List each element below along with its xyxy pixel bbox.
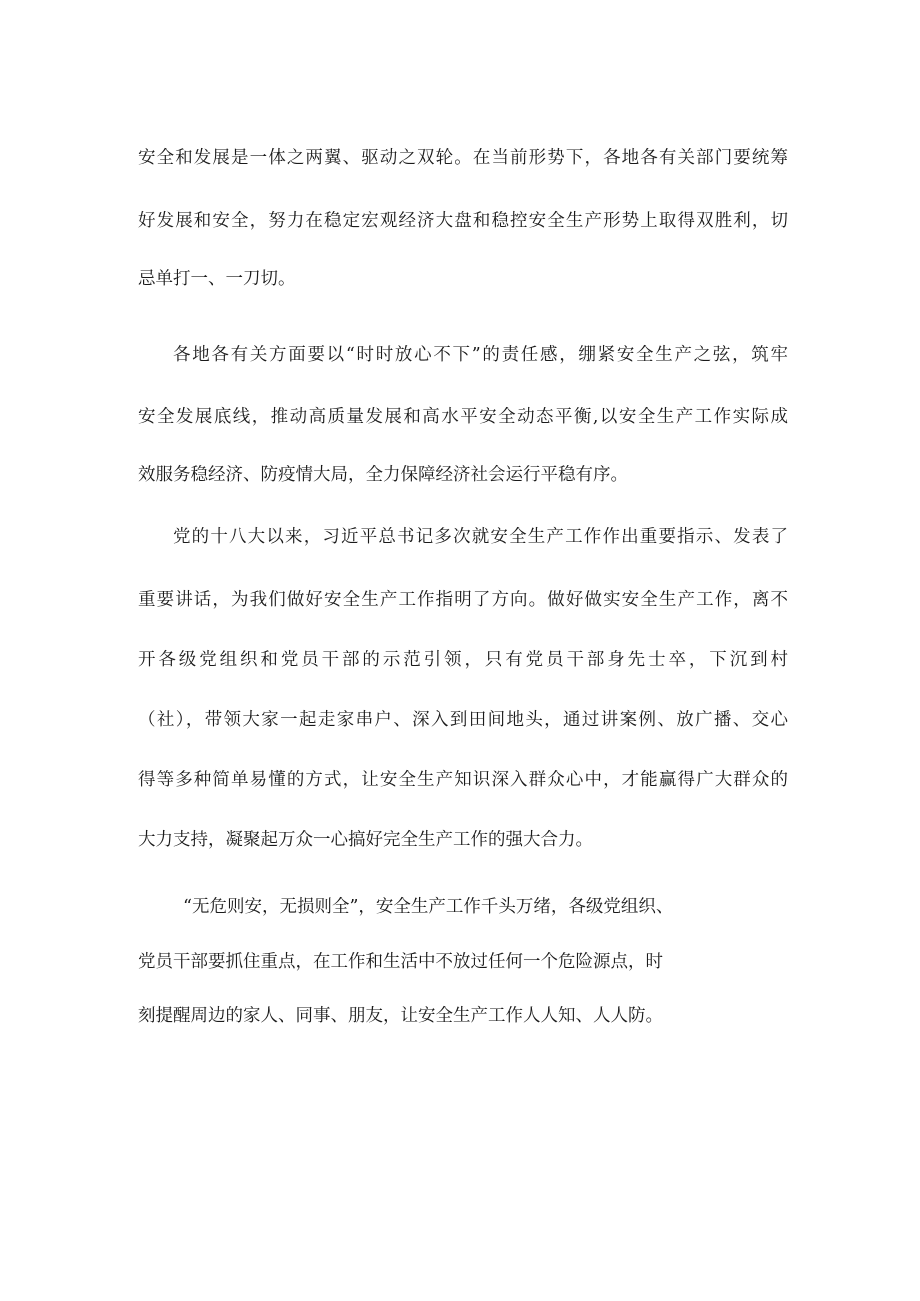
paragraph-4-line-2: 党员干部要抓住重点，在工作和生活中不放过任何一个危险源点，时 (138, 952, 663, 972)
paragraph-3-line-4: （社），带领大家一起走家串户、深入到田间地头，通过讲案例、放广播、交心 (138, 710, 788, 730)
paragraph-4-line-1: “无危则安，无损则全”，安全生产工作千头万绪，各级党组织、 (183, 897, 674, 917)
paragraph-1-line-3: 忌单打一、一刀切。 (138, 269, 296, 289)
paragraph-1-line-2: 好发展和安全，努力在稳定宏观经济大盘和稳控安全生产形势上取得双胜利，切 (138, 211, 788, 231)
paragraph-3-line-3: 开各级党组织和党员干部的示范引领，只有党员干部身先士卒，下沉到村 (138, 650, 788, 670)
paragraph-2-line-1: 各地各有关方面要以“时时放心不下”的责任感，绷紧安全生产之弦，筑牢 (173, 345, 788, 365)
paragraph-3-line-1: 党的十八大以来，习近平总书记多次就安全生产工作作出重要指示、发表了 (173, 527, 788, 547)
paragraph-4-line-3: 刻提醒周边的家人、同事、朋友，让安全生产工作人人知、人人防。 (138, 1006, 663, 1026)
paragraph-2-line-3: 效服务稳经济、防疫情大局，全力保障经济社会运行平稳有序。 (138, 465, 628, 485)
paragraph-3-line-6: 大力支持，凝聚起万众一心搞好完全生产工作的强大合力。 (138, 830, 593, 850)
paragraph-1-line-1: 安全和发展是一体之两翼、驱动之双轮。在当前形势下，各地各有关部门要统筹 (138, 148, 788, 168)
paragraph-2-line-2: 安全发展底线，推动高质量发展和高水平安全动态平衡,以安全生产工作实际成 (138, 407, 788, 427)
paragraph-3-line-5: 得等多种简单易懂的方式，让安全生产知识深入群众心中，才能赢得广大群众的 (138, 770, 788, 790)
paragraph-3-line-2: 重要讲话，为我们做好安全生产工作指明了方向。做好做实安全生产工作，离不 (138, 590, 788, 610)
